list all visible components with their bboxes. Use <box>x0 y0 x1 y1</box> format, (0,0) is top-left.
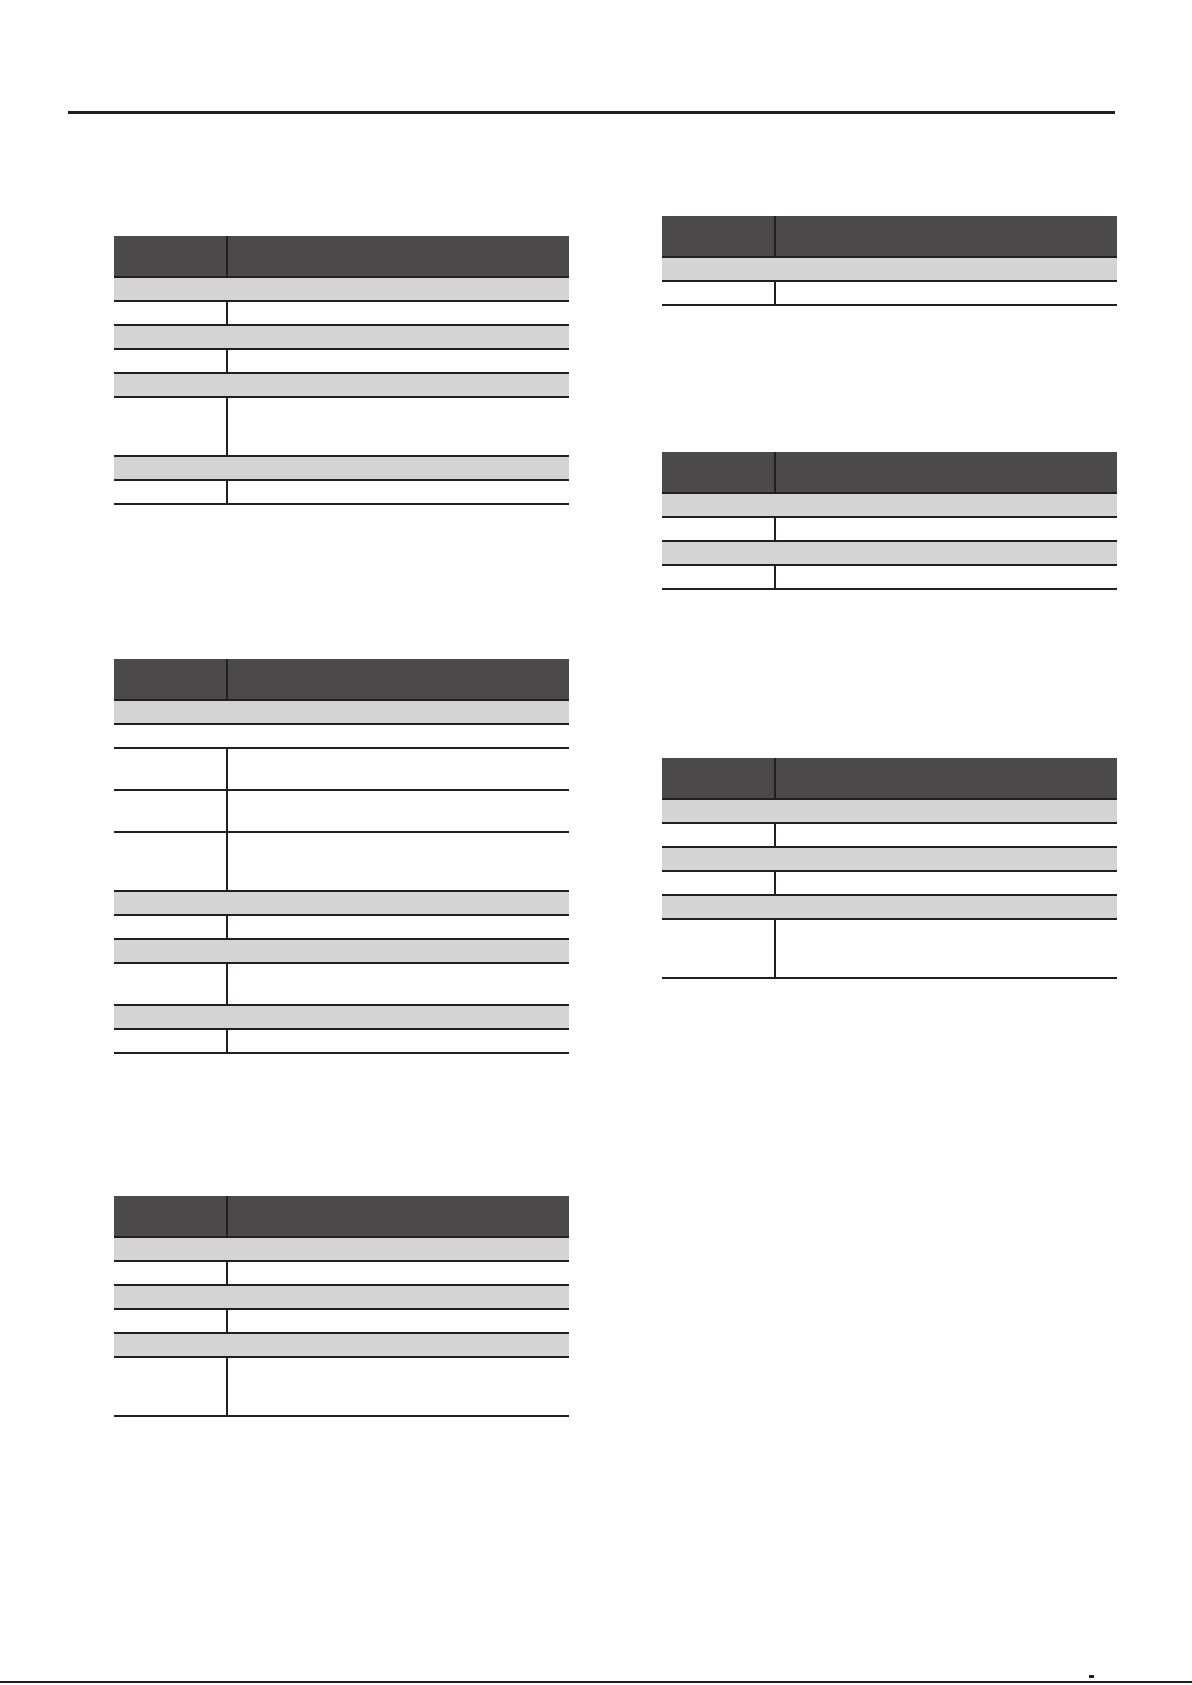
header-cell-description <box>776 758 1117 798</box>
category-row <box>662 896 1117 920</box>
table-row <box>662 518 1117 542</box>
table-row <box>114 833 569 892</box>
page-corner-mark <box>1089 1675 1094 1678</box>
parameter-cell <box>662 518 776 540</box>
description-cell <box>228 833 569 890</box>
description-cell <box>228 725 569 747</box>
header-cell-parameter <box>662 216 776 256</box>
table-header-row <box>114 659 569 701</box>
parameter-cell <box>114 481 228 503</box>
parameter-cell <box>114 791 228 831</box>
table-header-row <box>114 1196 569 1238</box>
category-row <box>662 494 1117 518</box>
table-header-row <box>662 216 1117 258</box>
header-cell-description <box>776 216 1117 256</box>
parameter-cell <box>114 916 228 938</box>
category-row <box>114 278 569 302</box>
header-cell-description <box>228 659 569 699</box>
parameter-cell <box>114 749 228 789</box>
category-row <box>662 258 1117 282</box>
parameter-cell <box>114 1358 228 1415</box>
table-row <box>662 920 1117 979</box>
category-row <box>114 1006 569 1030</box>
parameter-cell <box>662 920 776 977</box>
description-cell <box>228 1262 569 1284</box>
category-row <box>662 542 1117 566</box>
parameter-table <box>114 236 569 505</box>
footer-rule <box>0 1681 1192 1683</box>
table-row <box>114 964 569 1006</box>
parameter-table <box>662 216 1117 306</box>
header-cell-parameter <box>662 452 776 492</box>
description-cell <box>776 824 1117 846</box>
description-cell <box>228 350 569 372</box>
table-row <box>114 725 569 749</box>
table-header-row <box>662 452 1117 494</box>
table-row <box>114 350 569 374</box>
description-cell <box>776 566 1117 588</box>
description-cell <box>228 1310 569 1332</box>
description-cell <box>228 1030 569 1052</box>
parameter-cell <box>114 398 228 455</box>
parameter-cell <box>114 833 228 890</box>
table-row <box>114 791 569 833</box>
table-row <box>662 282 1117 306</box>
description-cell <box>776 282 1117 304</box>
description-cell <box>228 964 569 1004</box>
header-cell-description <box>228 236 569 276</box>
category-row <box>114 940 569 964</box>
table-row <box>114 1262 569 1286</box>
category-row <box>114 1238 569 1262</box>
description-cell <box>228 1358 569 1415</box>
table-row <box>662 872 1117 896</box>
category-row <box>114 1286 569 1310</box>
category-row <box>114 1334 569 1358</box>
description-cell <box>228 302 569 324</box>
table-row <box>662 824 1117 848</box>
table-row <box>114 481 569 505</box>
description-cell <box>776 872 1117 894</box>
parameter-cell <box>114 1030 228 1052</box>
description-cell <box>228 481 569 503</box>
table-row <box>114 916 569 940</box>
parameter-cell <box>114 964 228 1004</box>
parameter-table <box>662 452 1117 590</box>
parameter-cell <box>662 872 776 894</box>
parameter-table <box>662 758 1117 979</box>
category-row <box>662 848 1117 872</box>
description-cell <box>776 920 1117 977</box>
category-row <box>114 701 569 725</box>
table-row <box>114 302 569 326</box>
table-row <box>114 1358 569 1417</box>
header-rule <box>68 111 1115 114</box>
table-row <box>114 1030 569 1054</box>
parameter-table <box>114 1196 569 1417</box>
category-row <box>662 800 1117 824</box>
parameter-cell <box>662 824 776 846</box>
parameter-cell <box>114 302 228 324</box>
table-row <box>662 566 1117 590</box>
table-header-row <box>662 758 1117 800</box>
table-row <box>114 1310 569 1334</box>
description-cell <box>228 791 569 831</box>
parameter-cell <box>114 1310 228 1332</box>
header-cell-description <box>776 452 1117 492</box>
category-row <box>114 326 569 350</box>
description-cell <box>228 749 569 789</box>
description-cell <box>776 518 1117 540</box>
header-cell-parameter <box>114 659 228 699</box>
category-row <box>114 374 569 398</box>
header-cell-description <box>228 1196 569 1236</box>
parameter-cell <box>114 725 228 747</box>
table-row <box>114 398 569 457</box>
description-cell <box>228 916 569 938</box>
category-row <box>114 457 569 481</box>
parameter-cell <box>114 1262 228 1284</box>
category-row <box>114 892 569 916</box>
parameter-cell <box>114 350 228 372</box>
header-cell-parameter <box>662 758 776 798</box>
header-cell-parameter <box>114 1196 228 1236</box>
table-row <box>114 749 569 791</box>
table-header-row <box>114 236 569 278</box>
header-cell-parameter <box>114 236 228 276</box>
parameter-table <box>114 659 569 1054</box>
description-cell <box>228 398 569 455</box>
parameter-cell <box>662 282 776 304</box>
parameter-cell <box>662 566 776 588</box>
